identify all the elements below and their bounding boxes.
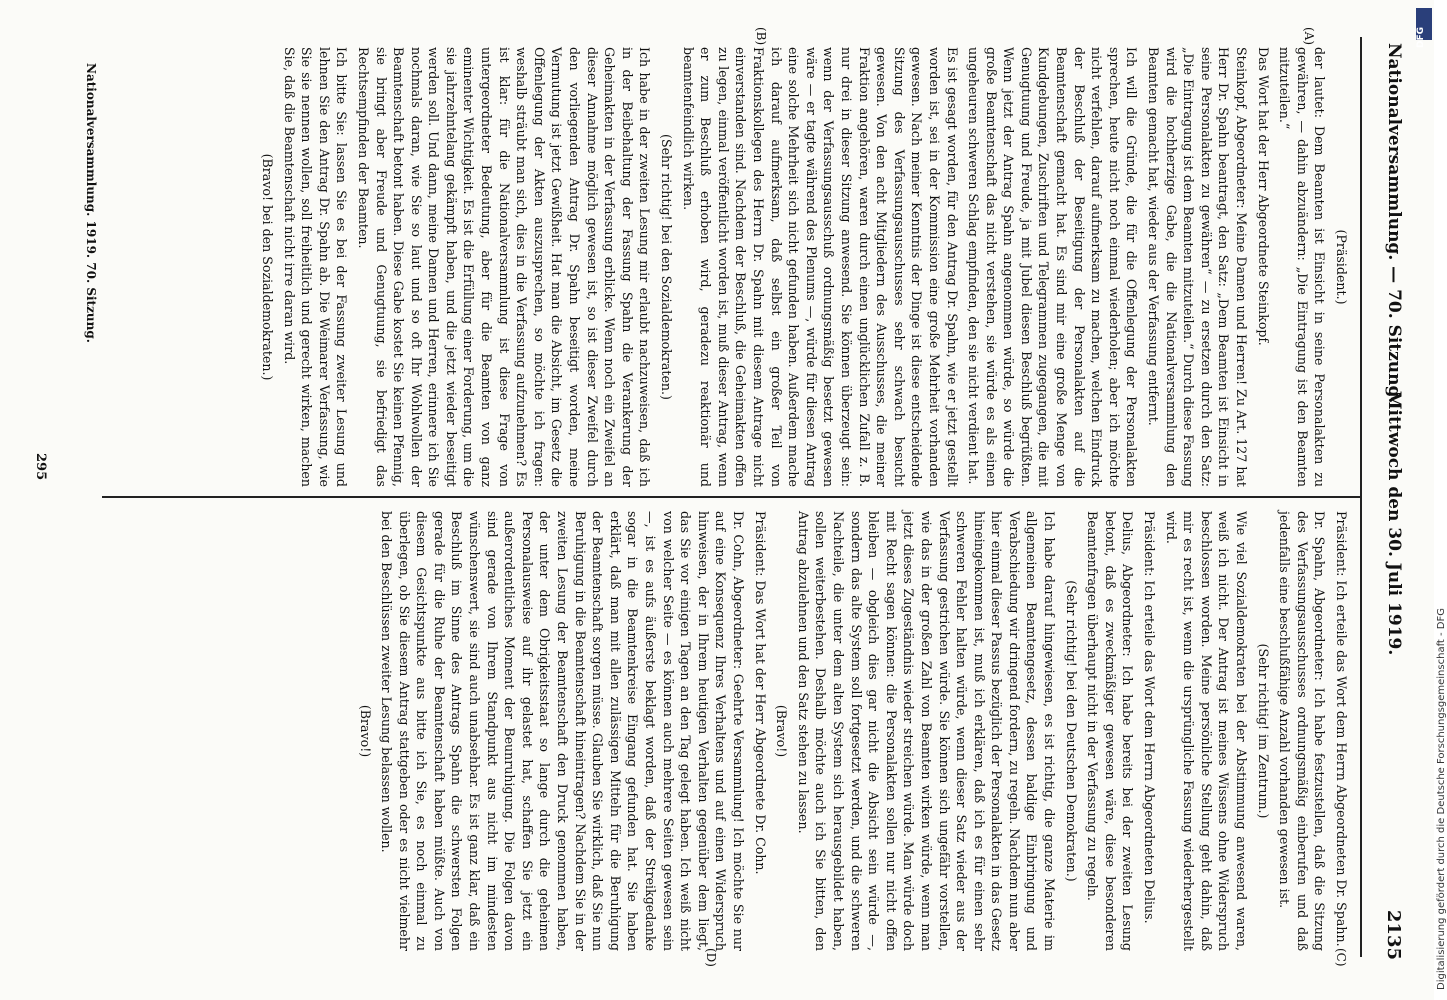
left-paragraph: (Präsident.)	[1334, 229, 1349, 305]
left-paragraph: Ich will die Gründe, die für die Offenlegung der Personalakten sprechen, heute nicht noch einmal wiederholen; aber ich möchte nicht verfehlen, darauf aufmerksam zu machen, welchen Eindruck der Beschluß der Beseitigung der Personalakten auf die Beamtenschaft gemacht hat. Es sind mir eine große Menge von Kundgebungen, Zuschriften und Telegrammen zugegangen, die mit Genugtuung und Freude, ja mit Jubel diesen Beschluß begrüßten. Wenn jetzt der Antrag Spahn angenommen würde, so würde die große Beamtenschaft das nicht verstehen, sie würde es als einen ungeheuren schweren Schlag empfinden, den sie nicht verdient hat.	[966, 47, 1140, 487]
right-paragraph: Präsident: Ich erteile das Wort dem Herrn Abgeordneten Delius.	[1142, 511, 1158, 924]
left-paragraph: Ich bitte Sie: lassen Sie es bei der Fassung zweiter Lesung und lehnen Sie den Antrag Dr. Spahn ab. Die Weimarer Verfassung, wie Sie sie nennen wollen, soll freiheitlich und gerecht wirken, machen Sie, daß die Beamtenschaft nicht irre daran wird.	[281, 47, 350, 487]
right-paragraph: (Sehr richtig! im Zentrum.)	[1255, 643, 1271, 819]
page-number: 2135	[1383, 909, 1404, 960]
margin-marker-c: (C)	[1334, 948, 1348, 967]
margin-marker-d: (D)	[704, 948, 718, 967]
right-paragraph: (Bravo!)	[774, 704, 790, 758]
right-paragraph: Dr. Cohn, Abgeordneter: Geehrte Versammlung! Ich möchte Sie nur auf eine Konsequenz Ihres Verhaltens und auf einen Widerspruch hinweisen, der in Ihrem heutigen Verhalten gegenüber dem liegt, das Sie vor einigen Tagen an den Tag gelegt haben. Ich weiß nicht von welcher Seite — es können auch mehrere Seiten gewesen sein —, ist es aufs äußerste beklagt worden, daß der Streikgedanke sogar in die Beamtenkreise Eingang gefunden hat. Sie haben erklärt, daß man mit allen zulässigen Mitteln für die Beruhigung der Beamtenschaft sorgen müsse. Glauben Sie wirklich, daß Sie nun Beruhigung in die Beamtenschaft hineintragen? Nachdem Sie in der zweiten Lesung der Beamtenschaft den Druck genommen haben, der unter dem Obrigkeitsstaat so lange durch die geheimen Personalausweise auf ihr gelastet hat, schaffen Sie jetzt ein außerordentliches Moment der Beunruhigung. Die Folgen davon sind gerade von Ihrem Standpunkt aus nicht im mindesten wünschenswert, sie sind auch unabsehbar. Es ist ganz klar, daß ein Beschluß im Sinne des Antrags Spahn die schwersten Folgen gerade für die Ruhe der Beamtenschaft haben müßte. Auch von diesem Gesichtspunkte aus bitte ich Sie, es noch einmal zu überlegen, ob Sie diesem Antrag stattgeben oder es nicht vielmehr bei den Beschlüssen zweiter Lesung belassen wollen.	[379, 511, 746, 951]
header-rule	[1360, 37, 1362, 957]
header-date: Mittwoch den 30. Juli 1919.	[1384, 390, 1404, 656]
right-paragraph: Wie viel Sozialdemokraten bei der Abstimmung anwesend waren, weiß ich nicht. Der Antrag ist meines Wissens ohne Widerspruch beschlossen worden. Meine persönliche Stellung geht dahin, daß mir es recht ist, wenn die ursprüngliche Fassung wiederhergestellt wird.	[1163, 511, 1250, 951]
digitization-credit: Digitalisierung gefördert durch die Deutsche Forschungsgemeinschaft - DFG	[1436, 607, 1447, 990]
header-left: Nationalversammlung. — 70. Sitzung.	[1384, 43, 1404, 404]
left-paragraph: der lautet: Dem Beamten ist Einsicht in seine Personalakten zu gewähren, — dahin abzuändern: „Die Eintragung ist den Beamten mitzuteilen.“	[1277, 47, 1328, 487]
right-paragraph: Präsident: Ich erteile das Wort dem Herrn Abgeordneten Dr. Spahn.	[1334, 511, 1349, 947]
right-paragraph: (Sehr richtig! bei den Deutschen Demokraten.)	[1063, 580, 1079, 882]
right-paragraph: Dr. Spahn, Abgeordneter: Ich habe festzustellen, daß die Sitzung des Verfassungsausschusses ordnungsmäßig einberufen und daß jedenfalls eine beschlußfähige Anzahl vorhanden gewesen ist.	[1277, 511, 1328, 951]
document-page	[28, 27, 1408, 968]
margin-marker-b: (B)	[754, 27, 768, 46]
left-paragraph: Steinkopf, Abgeordneter: Meine Damen und Herren! Zu Art. 127 hat Herr Dr. Spahn beantragt, den Satz: „Dem Beamten ist Einsicht in seine Personalakten zu gewähren“ — zu ersetzen durch den Satz: „Die Eintragung ist dem Beamten mitzuteilen.“ Durch diese Fassung wird die hochherzige Gabe, die die Nationalversammlung den Beamten gemacht hat, wieder aus der Verfassung entfernt.	[1146, 47, 1250, 487]
page-header	[1344, 33, 1408, 968]
right-paragraph: (Bravo!)	[357, 704, 373, 758]
left-paragraph: Ich habe in der zweiten Lesung mir erlaubt nachzuweisen, daß ich in der Beibehaltung der Fassung Spahn die Verankerung der Geheimakten in der Verfassung erblicke. Wenn noch ein Zweifel an dieser Annahme möglich gewesen ist, so ist dieser Zweifel durch den vorliegenden Antrag Dr. Spahn beseitigt worden, meine Vermutung ist jetzt Gewißheit. Hat man die Absicht, im Gesetz die Offenlegung der Akten auszusprechen, so möchte ich fragen: weshalb sträubt man sich, dies in die Verfassung aufzunehmen? Es ist klar: für die Nationalversammlung ist diese Frage von untergeordneter Bedeutung, aber für die Beamten von ganz eminenter Wichtigkeit. Es ist die Erfüllung einer Forderung, um die sie jahrzehntelang gekämpft haben, und die jetzt wieder beseitigt werden soll. Und dann, meine Damen und Herren, erinnere ich Sie nochmals daran, wie Sie so laut und so oft Ihr Wohlwollen der Beamtenschaft betont haben. Diese Gabe kostet Sie keinen Pfennig, sie bringt aber Freude und Genugtuung, sie befriedigt das Rechtsempfinden der Beamten.	[355, 47, 653, 487]
margin-marker-a: (A)	[1302, 27, 1316, 46]
right-column	[110, 511, 1350, 951]
footer-number: 295	[33, 453, 48, 481]
left-paragraph: (Bravo! bei den Sozialdemokraten.)	[259, 153, 275, 381]
right-paragraph: Ich habe darauf hingewiesen, es ist richtig, die ganze Materie im allgemeinen Beamtengesetz, dessen baldige Einbringung und Verabschiedung wir dringend fordern, zu regeln. Nachdem nun aber hier einmal dieser Passus bezüglich der Personalakten in das Gesetz hineingekommen ist, muß ich erklären, daß ich es für einen sehr schweren Fehler halten würde, wenn dieser Satz wieder aus der Verfassung gestrichen würde. Sie können sich ungefähr vorstellen, wie das in der großen Zahl von Beamten wirken würde, wenn man jetzt dieses Zugeständnis wieder streichen würde. Man würde doch mit Recht sagen können: die Personalakten sollen nur nicht offen bleiben — obgleich dies gar nicht die Absicht sein würde —, sondern das alte System soll fortgesetzt werden, und die schweren Nachteile, die unter dem alten System sich herausgebildet haben, sollen weiterbestehen. Deshalb möchte auch ich Sie bitten, den Antrag abzulehnen und den Satz stehen zu lassen.	[795, 511, 1058, 951]
left-column	[110, 47, 1350, 487]
left-footer: Nationalversammlung. 1919. 70. Sitzung.	[84, 63, 98, 343]
right-paragraph: Delius, Abgeordneter: Ich habe bereits bei der zweiten Lesung betont, daß es zweckmäßiger gewesen wäre, diese besonderen Beamtenfragen überhaupt nicht in der Verfassung zu regeln.	[1085, 511, 1136, 951]
left-paragraph: Es ist gesagt worden, für den Antrag Dr. Spahn, wie er jetzt gestellt worden ist, sei in der Kommission eine große Mehrheit vorhanden gewesen. Nach meiner Kenntnis der Dinge ist diese entscheidende Sitzung des Verfassungsausschusses sehr schwach besucht gewesen. Von den acht Mitgliedern des Ausschusses, die meiner Fraktion angehören, waren durch einen unglücklichen Zufall z. B. nur drei in dieser Sitzung anwesend. Sie können überzeugt sein: wenn der Verfassungsausschuß ordnungsmäßig besetzt gewesen wäre — er tagte während des Plenums —, würde für diesen Antrag eine solche Mehrheit sich nicht gefunden haben. Außerdem mache ich darauf aufmerksam, daß selbst ein großer Teil von Fraktionskollegen des Herrn Dr. Spahn mit diesem Antrage nicht einverstanden sind. Nachdem der Beschluß, die Geheimakten offen zu legen, einmal veröffentlicht worden ist, muß dieser Antrag, wenn er zum Beschluß erhoben wird, geradezu reaktionär und beamtenfeindlich wirken.	[680, 47, 960, 487]
left-paragraph: Das Wort hat der Herr Abgeordnete Steinkopf.	[1255, 47, 1271, 346]
left-paragraph: (Sehr richtig! bei den Sozialdemokraten.)	[659, 134, 675, 400]
column-divider	[102, 496, 1360, 498]
right-paragraph: Präsident: Das Wort hat der Herr Abgeordnete Dr. Cohn.	[752, 511, 768, 875]
dfg-logo: DFG	[1416, 8, 1432, 40]
